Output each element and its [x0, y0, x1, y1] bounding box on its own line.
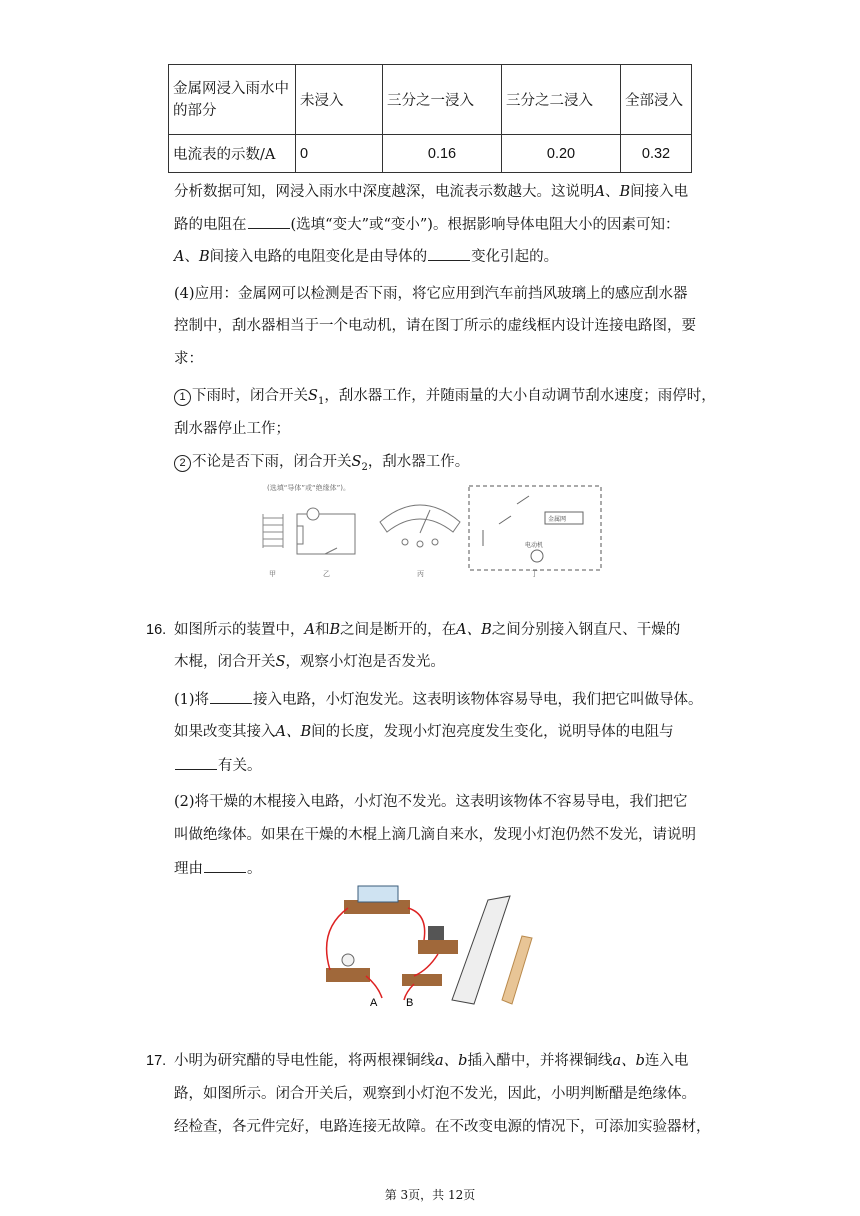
- label-a: A: [370, 997, 378, 1009]
- paragraph-line: [174, 214, 679, 235]
- var-b: B: [198, 249, 210, 265]
- figure-label-jia: 甲: [269, 570, 276, 578]
- text-run: 之间是断开的，在: [340, 622, 457, 638]
- switch-board: [418, 940, 458, 954]
- battery: [358, 886, 398, 902]
- text-run: 间的长度，发现小灯泡亮度发生变化，说明导体的电阻与: [311, 724, 674, 740]
- circled-number: 1: [174, 389, 191, 406]
- current-data-table: [168, 64, 692, 173]
- paragraph-line: [174, 246, 558, 267]
- text-run: 插入醋中，并将裸铜线: [467, 1053, 613, 1069]
- paragraph-line: [174, 452, 469, 478]
- table-cell: 0.32: [621, 135, 692, 173]
- text-run: 变化引起的。: [471, 249, 559, 265]
- circled-number: 2: [174, 455, 191, 472]
- paragraph-line: 刮水器停止工作；: [174, 421, 290, 437]
- question-number: 17.: [146, 1053, 167, 1069]
- var-s: S: [275, 654, 286, 670]
- figure-label-yi: 乙: [323, 570, 330, 578]
- paragraph-line: (2)将干燥的木棍接入电路，小灯泡不发光。这表明该物体不容易导电，我们把它: [174, 794, 688, 810]
- table-cell: 0.20: [502, 135, 621, 173]
- wooden-stick: [502, 936, 532, 1004]
- figure-caption: (选填“导体”或“绝缘体”)。: [267, 484, 350, 492]
- var-ab: A、B: [275, 724, 312, 740]
- paragraph-line: 经检查，各元件完好，电路连接无故障。在不改变电源的情况下，可添加实验器材，: [174, 1119, 711, 1135]
- text-run: 。: [247, 861, 262, 877]
- table-cell: 0: [296, 135, 383, 173]
- text-run: ，观察小灯泡是否发光。: [285, 654, 445, 670]
- components-ding: [483, 496, 583, 562]
- table-header-cell: 未浸入: [296, 65, 383, 135]
- table-header-cell: 金属网浸入雨水中的部分: [169, 65, 296, 135]
- subscript: 1: [317, 395, 325, 407]
- paragraph-line: [174, 620, 680, 640]
- paragraph-line: [174, 858, 262, 879]
- var-b: B: [619, 184, 631, 200]
- lamp-board: [326, 968, 370, 982]
- text-run: 之间分别接入钢直尺、干燥的: [491, 622, 681, 638]
- paragraph-line: 叫做绝缘体。如果在干燥的木棍上滴几滴自来水，发现小灯泡仍然不发光，请说明: [174, 827, 696, 843]
- var-ab-lower: a、b: [435, 1053, 468, 1069]
- text-run: 理由: [174, 861, 203, 877]
- text-run: 连入电: [644, 1053, 689, 1069]
- lamp: [342, 954, 354, 966]
- table-header-cell: 全部浸入: [621, 65, 692, 135]
- figure-label-bing: 丙: [417, 570, 424, 578]
- var-s2: S: [351, 454, 362, 470]
- var-ab: A、B: [456, 622, 492, 638]
- answer-blank[interactable]: [248, 214, 290, 229]
- text-run: 间接入电: [630, 184, 689, 200]
- text-run: ，刮水器工作。: [367, 454, 470, 470]
- var-b: B: [329, 622, 341, 638]
- var-ab-lower: a、b: [612, 1053, 645, 1069]
- wire: [408, 908, 425, 940]
- paragraph-line: [174, 755, 262, 776]
- page-footer: 第 3页，共 12页: [384, 1188, 476, 1202]
- paragraph-line: [174, 182, 688, 202]
- subscript: 2: [361, 461, 368, 473]
- paragraph-line: (4)应用：金属网可以检测是否下雨，将它应用到汽车前挡风玻璃上的感应刮水器: [174, 286, 688, 302]
- text-run: 有关。: [218, 758, 262, 774]
- circuit-figures: [255, 478, 605, 582]
- steel-ruler: [452, 896, 510, 1004]
- answer-blank[interactable]: [175, 755, 217, 770]
- table-cell: 0.16: [383, 135, 502, 173]
- paragraph-line: 求：: [174, 351, 203, 367]
- motor-label: 电动机: [525, 542, 544, 549]
- paragraph-line: 控制中，刮水器相当于一个电动机，请在图丁所示的虚线框内设计连接电路图，要: [174, 318, 696, 334]
- figure-label-ding: 丁: [531, 570, 538, 578]
- paragraph-line: 路，如图所示。闭合开关后，观察到小灯泡不发光，因此，小明判断醋是绝缘体。: [174, 1086, 696, 1102]
- terminal-board: [402, 974, 442, 986]
- text-run: 、: [604, 184, 620, 200]
- text-run: 小明为研究醋的导电性能，将两根裸铜线: [174, 1053, 435, 1069]
- text-run: 路的电阻在: [174, 217, 247, 233]
- metal-mesh-figure: [263, 514, 283, 548]
- var-s1: S: [308, 388, 318, 404]
- label-b: B: [406, 997, 414, 1009]
- switch: [428, 926, 444, 940]
- text-run: (1)将: [174, 692, 210, 708]
- wire: [414, 954, 438, 976]
- text-run: 间接入电路的电阻变化是由导体的: [209, 249, 428, 265]
- var-a: A: [304, 622, 315, 638]
- text-run: 如果改变其接入: [174, 724, 276, 740]
- question-number: 16.: [146, 622, 167, 638]
- text-run: 下雨时，闭合开关: [192, 388, 308, 404]
- ammeter-figure: [380, 505, 460, 547]
- text-run: 接入电路，小灯泡发光。这表明该物体容易导电，我们把它叫做导体。: [253, 692, 703, 708]
- text-run: ，刮水器工作，并随雨量的大小自动调节刮水速度；雨停时，: [324, 388, 716, 404]
- paragraph-line: [174, 652, 445, 672]
- var-a: A: [174, 249, 185, 265]
- answer-blank[interactable]: [210, 689, 252, 704]
- table-header-cell: 三分之一浸入: [383, 65, 502, 135]
- answer-blank[interactable]: [428, 246, 470, 261]
- text-run: 、: [184, 249, 199, 265]
- text-run: 不论是否下雨，闭合开关: [192, 454, 352, 470]
- table-header-cell: 三分之二浸入: [502, 65, 621, 135]
- mesh-label: 金属网: [548, 516, 567, 523]
- text-run: 分析数据可知，网浸入雨水中深度越深，电流表示数越大。这说明: [174, 184, 595, 200]
- paragraph-line: [174, 386, 716, 412]
- paragraph-line: [174, 1051, 688, 1071]
- text-run: 如图所示的装置中，: [174, 622, 305, 638]
- answer-blank[interactable]: [204, 858, 246, 873]
- circuit-yi: [297, 508, 355, 554]
- paragraph-line: [174, 689, 703, 710]
- paragraph-line: [174, 722, 674, 742]
- apparatus-figure: [318, 880, 544, 1010]
- var-a: A: [594, 184, 605, 200]
- text-run: (选填“变大”或“变小”)。根据影响导体电阻大小的因素可知：: [290, 217, 680, 233]
- text-run: 木棍，闭合开关: [174, 654, 276, 670]
- table-row-label: 电流表的示数/A: [169, 135, 296, 173]
- text-run: 和: [314, 622, 330, 638]
